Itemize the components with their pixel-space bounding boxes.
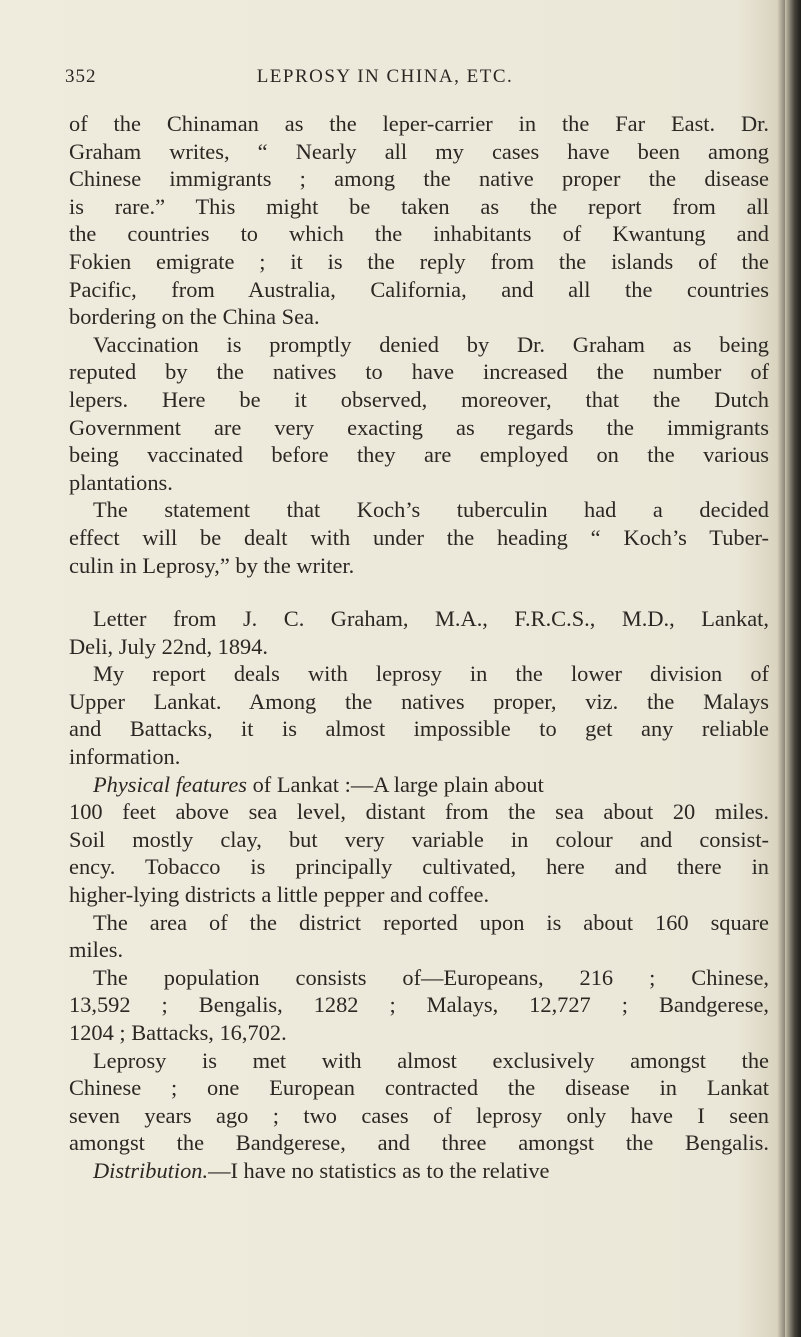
text-line: is rare.” This might be taken as the report from all: [69, 193, 769, 219]
text-line: Vaccination is promptly denied by Dr. Graham as being: [93, 331, 769, 357]
italic-heading: Distribution.: [93, 1157, 209, 1183]
text-line: plantations.: [69, 469, 173, 495]
text-line: The area of the district reported upon is about 160 square: [93, 909, 769, 935]
text-line: My report deals with leprosy in the lower division of: [93, 661, 769, 687]
text-line: being vaccinated before they are employed on the various: [69, 442, 769, 468]
text-line: information.: [69, 744, 181, 770]
text-line: Leprosy is met with almost exclusively amongst the: [93, 1047, 769, 1073]
page-edge-shadow: [785, 0, 801, 1337]
text-line: Chinese immigrants ; among the native proper the disease: [69, 166, 769, 192]
text-line: miles.: [69, 937, 124, 963]
text-line: Graham writes, “ Nearly all my cases have been among: [69, 138, 769, 164]
italic-heading: Physical features: [93, 771, 248, 797]
page-header: [65, 66, 705, 90]
text-line: seven years ago ; two cases of leprosy only have I seen: [69, 1102, 769, 1128]
page-number: 352: [65, 66, 97, 87]
text-line: Chinese ; one European contracted the disease in Lankat: [69, 1075, 769, 1101]
running-head: LEPROSY IN CHINA, ETC.: [256, 66, 514, 87]
text-line: reputed by the natives to have increased the number of: [69, 359, 769, 385]
text-run: of Lankat :—A large plain about: [247, 771, 544, 797]
text-line: the countries to which the inhabitants of Kwantung and: [69, 221, 769, 247]
paragraph-gap: [69, 579, 769, 605]
text-line: of the Chinaman as the leper-carrier in the Far East. Dr.: [69, 111, 769, 136]
text-line: Soil mostly clay, but very variable in colour and consist-: [69, 826, 769, 852]
text-line: Fokien emigrate ; it is the reply from the islands of the: [69, 248, 769, 274]
text-line: 100 feet above sea level, distant from the sea about 20 miles.: [69, 799, 769, 825]
text-line: Upper Lankat. Among the natives proper, viz. the Malays: [69, 688, 769, 714]
text-line: [69, 771, 769, 799]
text-line: Pacific, from Australia, California, and all the countries: [69, 276, 769, 302]
text-line: Government are very exacting as regards the immigrants: [69, 414, 769, 440]
text-line: 13,592 ; Bengalis, 1282 ; Malays, 12,727 ; Bandgerese,: [69, 992, 769, 1018]
text-line: lepers. Here be it observed, moreover, that the Dutch: [69, 386, 769, 412]
page-body: [69, 110, 769, 1185]
text-line: ency. Tobacco is principally cultivated, here and there in: [69, 854, 769, 880]
text-line: 1204 ; Battacks, 16,702.: [69, 1020, 287, 1045]
text-line: effect will be dealt with under the heading “ Koch’s Tuber-: [69, 524, 769, 550]
text-line: The statement that Koch’s tuberculin had a decided: [93, 497, 769, 523]
text-line: higher-lying districts a little pepper and coffee.: [69, 882, 490, 908]
letter-heading: Letter from J. C. Graham, M.A., F.R.C.S., M.D., Lankat,: [93, 606, 769, 632]
text-line: The population consists of—Europeans, 216 ; Chinese,: [93, 964, 769, 990]
text-line: culin in Leprosy,” by the writer.: [69, 552, 355, 578]
text-line: [69, 1157, 769, 1185]
text-run: —I have no statistics as to the relative: [208, 1157, 550, 1183]
text-line: and Battacks, it is almost impossible to get any reliable: [69, 716, 769, 742]
text-line: amongst the Bandgerese, and three amongst the Bengalis.: [69, 1130, 769, 1156]
letter-heading: Deli, July 22nd, 1894.: [69, 633, 269, 659]
text-line: bordering on the China Sea.: [69, 304, 320, 330]
